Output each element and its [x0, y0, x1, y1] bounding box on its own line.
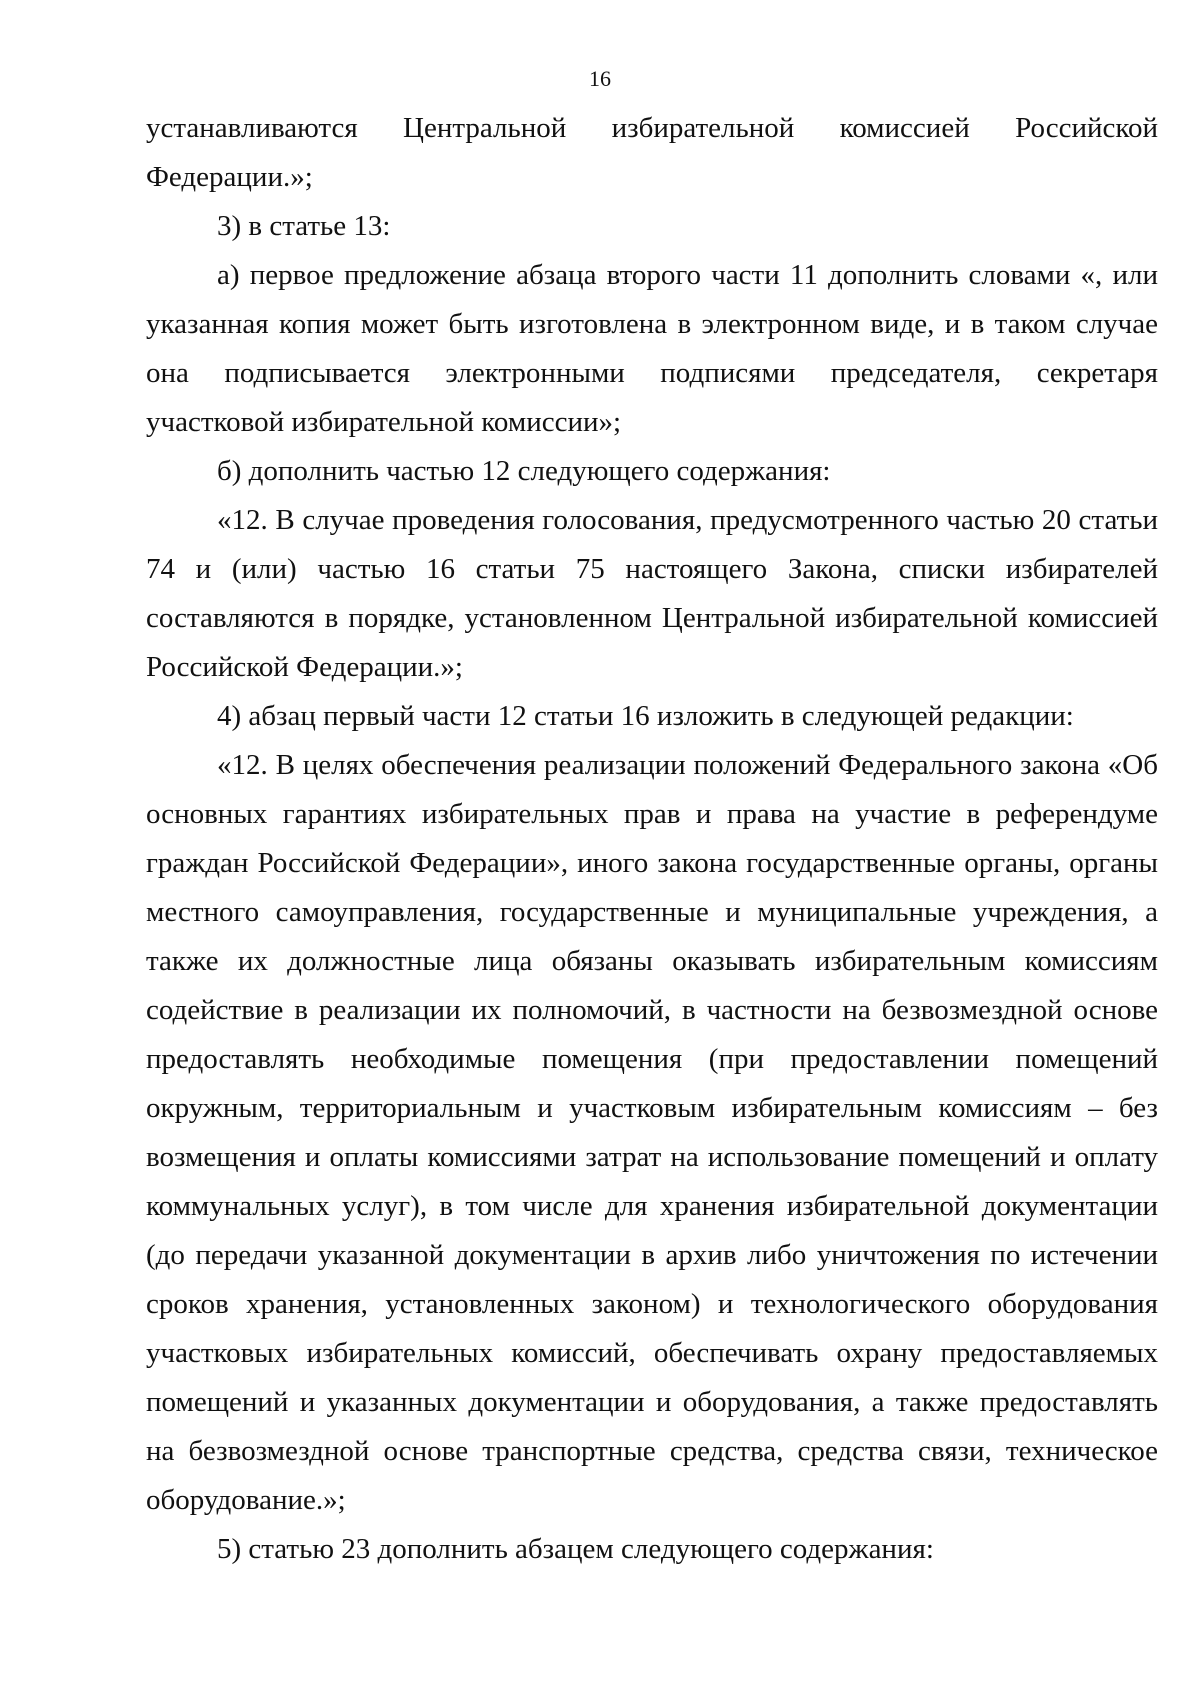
document-body	[146, 104, 1158, 1574]
paragraph-subitem-b: б) дополнить частью 12 следующего содержания:	[217, 455, 831, 487]
paragraph-item-3: 3) в статье 13:	[217, 210, 391, 242]
paragraph-continuation: устанавливаются Центральной избирательной комиссией Российской Федерации.»;	[146, 112, 1158, 193]
paragraph-quoted-part-12-revised: «12. В целях обеспечения реализации положений Федерального закона «Об основных гарантиях избирательных прав и права на участие в референдуме граждан Российской Федерации», иного закона государственные органы, органы местного самоуправления, государственные и муниципальные учреждения, а также их должностные лица обязаны оказывать избирательным комиссиям содействие в реализации их полномочий, в частности на безвозмездной основе предоставлять необходимые помещения (при предоставлении помещений окружным, территориальным и участковым избирательным комиссиям – без возмещения и оплаты комиссиями затрат на использование помещений и оплату коммунальных услуг), в том числе для хранения избирательной документации (до передачи указанной документации в архив либо уничтожения по истечении сроков хранения, установленных законом) и технологического оборудования участковых избирательных комиссий, обеспечивать охрану предоставляемых помещений и указанных документации и оборудования, а также предоставлять на безвозмездной основе транспортные средства, средства связи, техническое оборудование.»;	[146, 749, 1158, 1516]
page-number: 16	[589, 66, 611, 91]
paragraph-subitem-a: а) первое предложение абзаца второго части 11 дополнить словами «, или указанная копия может быть изготовлена в электронном виде, и в таком случае она подписывается электронными подписями председателя, секретаря участковой избирательной комиссии»;	[146, 259, 1158, 438]
paragraph-quoted-part-12: «12. В случае проведения голосования, предусмотренного частью 20 статьи 74 и (или) частью 16 статьи 75 настоящего Закона, списки избирателей составляются в порядке, установленном Центральной избирательной комиссией Российской Федерации.»;	[146, 504, 1158, 683]
paragraph-item-5: 5) статью 23 дополнить абзацем следующего содержания:	[217, 1533, 934, 1565]
paragraph-item-4: 4) абзац первый части 12 статьи 16 изложить в следующей редакции:	[217, 700, 1074, 732]
